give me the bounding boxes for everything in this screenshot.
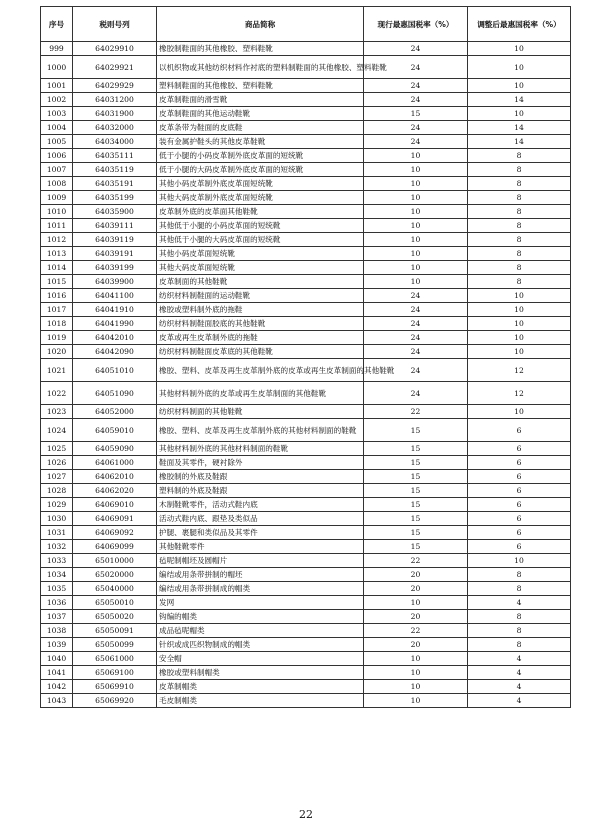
cell-adjusted-rate: 14	[468, 93, 571, 107]
cell-seq: 1040	[41, 652, 73, 666]
cell-code: 64034000	[73, 135, 157, 149]
table-row	[41, 382, 571, 405]
cell-adjusted-rate: 4	[468, 680, 571, 694]
cell-current-rate: 24	[364, 331, 468, 345]
cell-adjusted-rate: 6	[468, 526, 571, 540]
cell-code: 64039199	[73, 261, 157, 275]
cell-name: 橡胶制的外底及鞋跟	[157, 470, 364, 484]
cell-seq: 1009	[41, 191, 73, 205]
cell-code: 64029921	[73, 56, 157, 79]
cell-name: 橡胶或塑料制外底的拖鞋	[157, 303, 364, 317]
cell-adjusted-rate: 6	[468, 456, 571, 470]
cell-seq: 1027	[41, 470, 73, 484]
cell-current-rate: 22	[364, 405, 468, 419]
cell-adjusted-rate: 6	[468, 498, 571, 512]
cell-name: 皮革或再生皮革制外底的拖鞋	[157, 331, 364, 345]
cell-current-rate: 10	[364, 247, 468, 261]
cell-name: 纺织材料制鞋面皮革底的其他鞋靴	[157, 345, 364, 359]
cell-current-rate: 10	[364, 596, 468, 610]
cell-current-rate: 10	[364, 666, 468, 680]
cell-code: 64051010	[73, 359, 157, 382]
cell-current-rate: 15	[364, 512, 468, 526]
cell-seq: 1020	[41, 345, 73, 359]
cell-code: 64069092	[73, 526, 157, 540]
cell-adjusted-rate: 8	[468, 261, 571, 275]
table-row	[41, 638, 571, 652]
cell-name: 针织或成匹织物制成的帽类	[157, 638, 364, 652]
cell-current-rate: 15	[364, 456, 468, 470]
cell-adjusted-rate: 6	[468, 442, 571, 456]
cell-current-rate: 24	[364, 42, 468, 56]
cell-code: 65010000	[73, 554, 157, 568]
cell-current-rate: 15	[364, 540, 468, 554]
cell-current-rate: 24	[364, 56, 468, 79]
cell-current-rate: 15	[364, 526, 468, 540]
table-row	[41, 666, 571, 680]
cell-adjusted-rate: 14	[468, 135, 571, 149]
cell-current-rate: 10	[364, 233, 468, 247]
cell-current-rate: 15	[364, 484, 468, 498]
cell-code: 64039191	[73, 247, 157, 261]
cell-current-rate: 24	[364, 359, 468, 382]
table-row	[41, 42, 571, 56]
cell-current-rate: 10	[364, 694, 468, 708]
table-row	[41, 303, 571, 317]
cell-name: 编结或用条带拼制的帽坯	[157, 568, 364, 582]
cell-seq: 1003	[41, 107, 73, 121]
cell-seq: 1006	[41, 149, 73, 163]
table-row	[41, 610, 571, 624]
cell-code: 64035191	[73, 177, 157, 191]
cell-name: 纺织材料制面的其他鞋靴	[157, 405, 364, 419]
cell-seq: 1042	[41, 680, 73, 694]
cell-seq: 1039	[41, 638, 73, 652]
cell-adjusted-rate: 8	[468, 638, 571, 652]
table-row	[41, 554, 571, 568]
cell-code: 64039119	[73, 233, 157, 247]
cell-seq: 1012	[41, 233, 73, 247]
table-row	[41, 317, 571, 331]
table-row	[41, 121, 571, 135]
cell-seq: 1022	[41, 382, 73, 405]
table-row	[41, 540, 571, 554]
cell-current-rate: 24	[364, 382, 468, 405]
cell-adjusted-rate: 8	[468, 610, 571, 624]
cell-code: 64032000	[73, 121, 157, 135]
cell-current-rate: 24	[364, 121, 468, 135]
cell-code: 64062010	[73, 470, 157, 484]
cell-seq: 1010	[41, 205, 73, 219]
cell-current-rate: 22	[364, 554, 468, 568]
cell-name: 低于小腿的大码皮革制外底皮革面的短统靴	[157, 163, 364, 177]
table-body	[41, 42, 571, 708]
cell-current-rate: 10	[364, 261, 468, 275]
cell-code: 64035199	[73, 191, 157, 205]
cell-adjusted-rate: 8	[468, 205, 571, 219]
cell-code: 64031900	[73, 107, 157, 121]
cell-code: 64041100	[73, 289, 157, 303]
cell-name: 装有金属护鞋头的其他皮革鞋靴	[157, 135, 364, 149]
cell-seq: 1036	[41, 596, 73, 610]
cell-current-rate: 10	[364, 652, 468, 666]
cell-code: 64069091	[73, 512, 157, 526]
table-row	[41, 484, 571, 498]
cell-adjusted-rate: 8	[468, 582, 571, 596]
cell-name: 其他大码皮革面短统靴	[157, 261, 364, 275]
cell-code: 65069910	[73, 680, 157, 694]
cell-seq: 1019	[41, 331, 73, 345]
header-name: 商品简称	[157, 7, 364, 42]
table-row	[41, 694, 571, 708]
table-row	[41, 470, 571, 484]
cell-name: 编结或用条带拼制成的帽类	[157, 582, 364, 596]
cell-name: 橡胶或塑料制帽类	[157, 666, 364, 680]
cell-name: 木制鞋靴零件，活动式鞋内底	[157, 498, 364, 512]
cell-name: 以机织物或其他纺织材料作衬底的塑料制鞋面的其他橡胶、塑料鞋靴	[157, 56, 364, 79]
cell-current-rate: 10	[364, 205, 468, 219]
cell-adjusted-rate: 10	[468, 56, 571, 79]
cell-code: 64061000	[73, 456, 157, 470]
cell-current-rate: 10	[364, 680, 468, 694]
cell-name: 低于小腿的小码皮革制外底皮革面的短统靴	[157, 149, 364, 163]
table-row	[41, 177, 571, 191]
cell-name: 皮革制鞋面的滑雪靴	[157, 93, 364, 107]
cell-code: 65069920	[73, 694, 157, 708]
cell-code: 65061000	[73, 652, 157, 666]
cell-seq: 1024	[41, 419, 73, 442]
cell-seq: 1033	[41, 554, 73, 568]
cell-current-rate: 20	[364, 638, 468, 652]
header-code: 税则号列	[73, 7, 157, 42]
tariff-table	[40, 6, 571, 708]
cell-name: 护腿、裹腿和类似品及其零件	[157, 526, 364, 540]
cell-seq: 1000	[41, 56, 73, 79]
cell-name: 毡呢制帽坯及圆帽片	[157, 554, 364, 568]
cell-current-rate: 24	[364, 317, 468, 331]
cell-adjusted-rate: 8	[468, 247, 571, 261]
cell-adjusted-rate: 6	[468, 540, 571, 554]
cell-code: 65050099	[73, 638, 157, 652]
cell-current-rate: 15	[364, 419, 468, 442]
cell-seq: 1021	[41, 359, 73, 382]
cell-code: 65050020	[73, 610, 157, 624]
table-row	[41, 93, 571, 107]
cell-adjusted-rate: 12	[468, 359, 571, 382]
table-row	[41, 512, 571, 526]
cell-seq: 1029	[41, 498, 73, 512]
cell-current-rate: 10	[364, 191, 468, 205]
cell-current-rate: 10	[364, 163, 468, 177]
table-row	[41, 596, 571, 610]
cell-seq: 1031	[41, 526, 73, 540]
cell-code: 64031200	[73, 93, 157, 107]
cell-code: 65050010	[73, 596, 157, 610]
cell-adjusted-rate: 8	[468, 177, 571, 191]
cell-name: 其他小码皮革制外底皮革面短统靴	[157, 177, 364, 191]
cell-name: 成品毡呢帽类	[157, 624, 364, 638]
cell-code: 64035111	[73, 149, 157, 163]
cell-adjusted-rate: 4	[468, 666, 571, 680]
cell-seq: 1037	[41, 610, 73, 624]
cell-seq: 1030	[41, 512, 73, 526]
cell-current-rate: 24	[364, 345, 468, 359]
cell-current-rate: 10	[364, 219, 468, 233]
cell-name: 皮革制面的其他鞋靴	[157, 275, 364, 289]
cell-adjusted-rate: 10	[468, 303, 571, 317]
table-row	[41, 456, 571, 470]
cell-seq: 1002	[41, 93, 73, 107]
table-row	[41, 275, 571, 289]
cell-adjusted-rate: 10	[468, 107, 571, 121]
table-row	[41, 289, 571, 303]
table-row	[41, 568, 571, 582]
cell-name: 皮革条带为鞋面的皮底鞋	[157, 121, 364, 135]
cell-adjusted-rate: 10	[468, 405, 571, 419]
cell-name: 其他大码皮革制外底皮革面短统靴	[157, 191, 364, 205]
table-row	[41, 331, 571, 345]
cell-seq: 999	[41, 42, 73, 56]
cell-seq: 1008	[41, 177, 73, 191]
table-row	[41, 135, 571, 149]
cell-name: 塑料制鞋面的其他橡胶、塑料鞋靴	[157, 79, 364, 93]
cell-seq: 1043	[41, 694, 73, 708]
table-header-row	[41, 7, 571, 42]
cell-seq: 1038	[41, 624, 73, 638]
cell-seq: 1041	[41, 666, 73, 680]
cell-adjusted-rate: 8	[468, 624, 571, 638]
cell-current-rate: 10	[364, 149, 468, 163]
table-row	[41, 624, 571, 638]
table-row	[41, 163, 571, 177]
cell-name: 鞋面及其零件，硬衬除外	[157, 456, 364, 470]
cell-current-rate: 24	[364, 135, 468, 149]
cell-name: 皮革制外底的皮革面其他鞋靴	[157, 205, 364, 219]
cell-adjusted-rate: 8	[468, 275, 571, 289]
cell-current-rate: 20	[364, 610, 468, 624]
table-row	[41, 582, 571, 596]
cell-current-rate: 24	[364, 79, 468, 93]
cell-current-rate: 20	[364, 582, 468, 596]
cell-code: 65069100	[73, 666, 157, 680]
table-row	[41, 56, 571, 79]
cell-name: 其他鞋靴零件	[157, 540, 364, 554]
cell-name: 其他低于小腿的大码皮革面的短统靴	[157, 233, 364, 247]
cell-code: 64059010	[73, 419, 157, 442]
table-row	[41, 149, 571, 163]
cell-adjusted-rate: 10	[468, 79, 571, 93]
cell-current-rate: 15	[364, 107, 468, 121]
header-seq: 序号	[41, 7, 73, 42]
cell-code: 64041910	[73, 303, 157, 317]
cell-code: 64029910	[73, 42, 157, 56]
cell-seq: 1018	[41, 317, 73, 331]
table-row	[41, 219, 571, 233]
cell-seq: 1025	[41, 442, 73, 456]
cell-adjusted-rate: 8	[468, 163, 571, 177]
cell-adjusted-rate: 4	[468, 694, 571, 708]
cell-name: 纺织材料制鞋面胶底的其他鞋靴	[157, 317, 364, 331]
cell-name: 活动式鞋内底、跟垫及类似品	[157, 512, 364, 526]
cell-seq: 1017	[41, 303, 73, 317]
table-row	[41, 442, 571, 456]
cell-current-rate: 15	[364, 442, 468, 456]
cell-seq: 1023	[41, 405, 73, 419]
cell-seq: 1011	[41, 219, 73, 233]
cell-current-rate: 22	[364, 624, 468, 638]
cell-name: 橡胶、塑料、皮革及再生皮革制外底的皮革或再生皮革制面的其他鞋靴	[157, 359, 364, 382]
table-row	[41, 526, 571, 540]
cell-code: 64059090	[73, 442, 157, 456]
cell-seq: 1004	[41, 121, 73, 135]
cell-name: 其他小码皮革面短统靴	[157, 247, 364, 261]
table-row	[41, 261, 571, 275]
cell-name: 橡胶、塑料、皮革及再生皮革制外底的其他材料制面的鞋靴	[157, 419, 364, 442]
cell-seq: 1035	[41, 582, 73, 596]
table-row	[41, 205, 571, 219]
table-row	[41, 405, 571, 419]
cell-name: 皮革制鞋面的其他运动鞋靴	[157, 107, 364, 121]
cell-code: 65050091	[73, 624, 157, 638]
cell-code: 65020000	[73, 568, 157, 582]
cell-code: 64035900	[73, 205, 157, 219]
table-row	[41, 191, 571, 205]
table-row	[41, 247, 571, 261]
cell-name: 塑料制的外底及鞋跟	[157, 484, 364, 498]
cell-current-rate: 24	[364, 93, 468, 107]
cell-adjusted-rate: 10	[468, 331, 571, 345]
cell-name: 安全帽	[157, 652, 364, 666]
cell-name: 橡胶制鞋面的其他橡胶、塑料鞋靴	[157, 42, 364, 56]
cell-code: 64035119	[73, 163, 157, 177]
cell-adjusted-rate: 4	[468, 652, 571, 666]
cell-name: 毛皮制帽类	[157, 694, 364, 708]
cell-seq: 1026	[41, 456, 73, 470]
table-row	[41, 652, 571, 666]
cell-adjusted-rate: 10	[468, 554, 571, 568]
cell-adjusted-rate: 8	[468, 233, 571, 247]
cell-seq: 1001	[41, 79, 73, 93]
cell-adjusted-rate: 4	[468, 596, 571, 610]
cell-code: 64042090	[73, 345, 157, 359]
cell-code: 64041990	[73, 317, 157, 331]
cell-adjusted-rate: 6	[468, 512, 571, 526]
cell-current-rate: 10	[364, 177, 468, 191]
cell-adjusted-rate: 12	[468, 382, 571, 405]
cell-seq: 1015	[41, 275, 73, 289]
cell-current-rate: 24	[364, 303, 468, 317]
cell-adjusted-rate: 8	[468, 219, 571, 233]
cell-adjusted-rate: 10	[468, 42, 571, 56]
cell-code: 64039111	[73, 219, 157, 233]
table-row	[41, 359, 571, 382]
table-row	[41, 79, 571, 93]
cell-code: 64051090	[73, 382, 157, 405]
cell-adjusted-rate: 6	[468, 419, 571, 442]
cell-seq: 1014	[41, 261, 73, 275]
table-row	[41, 419, 571, 442]
cell-code: 64039900	[73, 275, 157, 289]
cell-adjusted-rate: 8	[468, 149, 571, 163]
table-row	[41, 498, 571, 512]
cell-code: 64069010	[73, 498, 157, 512]
cell-seq: 1016	[41, 289, 73, 303]
cell-name: 其他低于小腿的小码皮革面的短统靴	[157, 219, 364, 233]
cell-adjusted-rate: 10	[468, 345, 571, 359]
table-row	[41, 107, 571, 121]
cell-adjusted-rate: 8	[468, 568, 571, 582]
cell-seq: 1007	[41, 163, 73, 177]
cell-name: 皮革制帽类	[157, 680, 364, 694]
cell-current-rate: 24	[364, 289, 468, 303]
cell-adjusted-rate: 14	[468, 121, 571, 135]
cell-name: 钩编的帽类	[157, 610, 364, 624]
cell-adjusted-rate: 6	[468, 470, 571, 484]
cell-adjusted-rate: 8	[468, 191, 571, 205]
cell-seq: 1005	[41, 135, 73, 149]
cell-current-rate: 10	[364, 275, 468, 289]
cell-seq: 1032	[41, 540, 73, 554]
table-row	[41, 233, 571, 247]
cell-name: 发网	[157, 596, 364, 610]
table-row	[41, 680, 571, 694]
cell-name: 其他材料制外底的皮革或再生皮革制面的其他鞋靴	[157, 382, 364, 405]
cell-code: 64069099	[73, 540, 157, 554]
cell-code: 65040000	[73, 582, 157, 596]
table-row	[41, 345, 571, 359]
cell-seq: 1013	[41, 247, 73, 261]
cell-name: 其他材料制外底的其他材料制面的鞋靴	[157, 442, 364, 456]
cell-current-rate: 20	[364, 568, 468, 582]
cell-seq: 1034	[41, 568, 73, 582]
cell-current-rate: 15	[364, 498, 468, 512]
cell-adjusted-rate: 10	[468, 289, 571, 303]
header-adjusted-rate: 调整后最惠国税率（%）	[468, 7, 571, 42]
cell-adjusted-rate: 6	[468, 484, 571, 498]
cell-code: 64029929	[73, 79, 157, 93]
page-number: 22	[299, 808, 313, 821]
cell-seq: 1028	[41, 484, 73, 498]
cell-adjusted-rate: 10	[468, 317, 571, 331]
cell-code: 64042010	[73, 331, 157, 345]
header-current-rate: 现行最惠国税率（%）	[364, 7, 468, 42]
cell-name: 纺织材料制鞋面的运动鞋靴	[157, 289, 364, 303]
cell-code: 64052000	[73, 405, 157, 419]
cell-current-rate: 15	[364, 470, 468, 484]
cell-code: 64062020	[73, 484, 157, 498]
